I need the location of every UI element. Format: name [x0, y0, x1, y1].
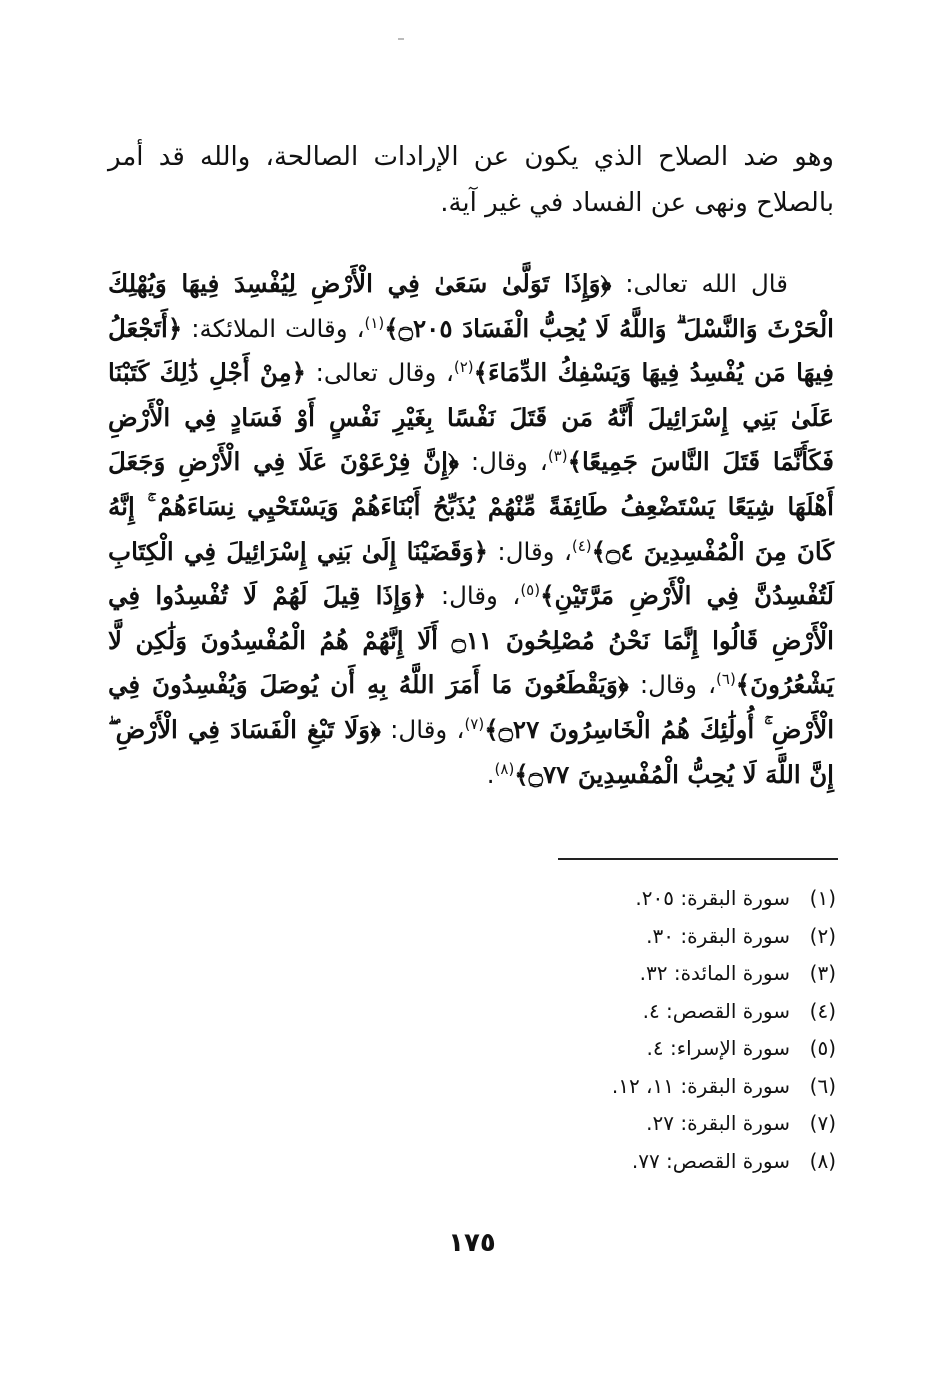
footnote-number: (٤) [809, 998, 836, 1023]
footnote-item [436, 918, 836, 956]
scan-mark [398, 38, 404, 40]
footnote-ref-5: (٥) [520, 581, 541, 599]
footnote-number: (٦) [809, 1073, 836, 1098]
footnote-ref-4: (٤) [571, 536, 592, 555]
footnote-ref-3: (٣) [547, 447, 568, 466]
footnote-text: سورة البقرة: ١١، ١٢. [611, 1073, 790, 1098]
footnote-text: سورة البقرة: ٢٠٥. [635, 886, 790, 910]
prose-segment-2: ، وقالت الملائكة: [182, 313, 365, 343]
prose-segment-1: قال الله تعالى: [611, 269, 788, 298]
intro-paragraph [108, 134, 834, 226]
footnote-text: سورة القصص: ٧٧. [631, 1148, 790, 1173]
prose-segment-6: ، وقال: [426, 581, 521, 611]
footnote-number: (١) [809, 886, 836, 910]
footnote-text: سورة البقرة: ٣٠. [646, 923, 790, 948]
footnote-ref-6: (٦) [716, 670, 736, 689]
prose-segment-7: ، وقال: [628, 670, 717, 700]
verse-2: ﴿أَتَجْعَلُ فِيهَا مَن يُفْسِدُ فِيهَا وَيَسْفِكُ الدِّمَاءَ﴾ [108, 313, 834, 388]
footnotes-list [436, 880, 836, 1180]
verse-5: ﴿وَقَضَيْنَا إِلَىٰ بَنِي إِسْرَائِيلَ فِي الْكِتَابِ لَتُفْسِدُنَّ فِي الْأَرْضِ مَرَّتَيْنِ﴾ [108, 536, 835, 611]
footnote-item [436, 1030, 836, 1068]
footnote-ref-8: (٨) [494, 759, 515, 778]
verse-6: ﴿وَإِذَا قِيلَ لَهُمْ لَا تُفْسِدُوا فِي الْأَرْضِ قَالُوا إِنَّمَا نَحْنُ مُصْلِحُونَ ۝١١ أَلَا إِنَّهُمْ هُمُ الْمُفْسِدُونَ وَلَٰكِن لَّا يَشْعُرُونَ﴾ [108, 581, 834, 700]
footnote-text: سورة القصص: ٤. [642, 998, 790, 1023]
footnote-text: سورة البقرة: ٢٧. [646, 1111, 790, 1135]
citations-text [108, 262, 834, 797]
footnote-item [436, 955, 836, 993]
footnote-number: (٥) [809, 1036, 836, 1060]
footnote-item [436, 1105, 836, 1143]
quran-citations-paragraph [108, 262, 834, 797]
footnote-separator [558, 858, 838, 860]
prose-segment-4: ، وقال: [458, 447, 548, 477]
footnote-number: (٣) [809, 961, 836, 985]
page-number: ١٧٥ [448, 1228, 496, 1258]
footnote-number: (٢) [809, 923, 836, 948]
footnote-item [436, 1068, 836, 1106]
footnote-item [436, 880, 836, 918]
footnote-item [436, 993, 836, 1031]
prose-segment-8: ، وقال: [380, 714, 465, 744]
footnote-ref-7: (٧) [464, 714, 485, 733]
footnote-ref-2: (٢) [453, 358, 474, 377]
verse-1: ﴿وَإِذَا تَوَلَّىٰ سَعَىٰ فِي الْأَرْضِ لِيُفْسِدَ فِيهَا وَيُهْلِكَ الْحَرْثَ وَالنَّسْلَ ۗ وَاللَّهُ لَا يُحِبُّ الْفَسَادَ ۝٢٠٥﴾ [108, 269, 834, 343]
footnote-number: (٧) [809, 1111, 836, 1135]
intro-text: وهو ضد الصلاح الذي يكون عن الإرادات الصالحة، والله قد أمر بالصلاح ونهى عن الفساد في غير آية. [108, 142, 834, 218]
verse-4: ﴿إِنَّ فِرْعَوْنَ عَلَا فِي الْأَرْضِ وَجَعَلَ أَهْلَهَا شِيَعًا يَسْتَضْعِفُ طَائِفَةً مِّنْهُمْ يُذَبِّحُ أَبْنَاءَهُمْ وَيَسْتَحْيِي نِسَاءَهُمْ ۚ إِنَّهُ كَانَ مِنَ الْمُفْسِدِينَ ۝٤﴾ [108, 447, 835, 566]
prose-segment-5: ، وقال: [487, 536, 572, 566]
footnote-text: سورة المائدة: ٣٢. [639, 961, 790, 985]
verse-7: ﴿وَيَقْطَعُونَ مَا أَمَرَ اللَّهُ بِهِ أَن يُوصَلَ وَيُفْسِدُونَ فِي الْأَرْضِ ۚ أُولَٰئِكَ هُمُ الْخَاسِرُونَ ۝٢٧﴾ [108, 670, 835, 744]
verse-8: ﴿وَلَا تَبْغِ الْفَسَادَ فِي الْأَرْضِ ۖ إِنَّ اللَّهَ لَا يُحِبُّ الْمُفْسِدِينَ ۝٧٧﴾ [108, 714, 834, 789]
closing-period: . [486, 759, 495, 789]
footnote-text: سورة الإسراء: ٤. [646, 1036, 790, 1060]
verse-3: ﴿مِنْ أَجْلِ ذَٰلِكَ كَتَبْنَا عَلَىٰ بَنِي إِسْرَائِيلَ أَنَّهُ مَن قَتَلَ نَفْسًا بِغَيْرِ نَفْسٍ أَوْ فَسَادٍ فِي الْأَرْضِ فَكَأَنَّمَا قَتَلَ النَّاسَ جَمِيعًا﴾ [108, 358, 835, 477]
footnote-ref-1: (١) [364, 313, 385, 332]
footnote-item [436, 1143, 836, 1181]
footnote-number: (٨) [809, 1148, 836, 1173]
prose-segment-3: ، وقال تعالى: [306, 358, 454, 388]
